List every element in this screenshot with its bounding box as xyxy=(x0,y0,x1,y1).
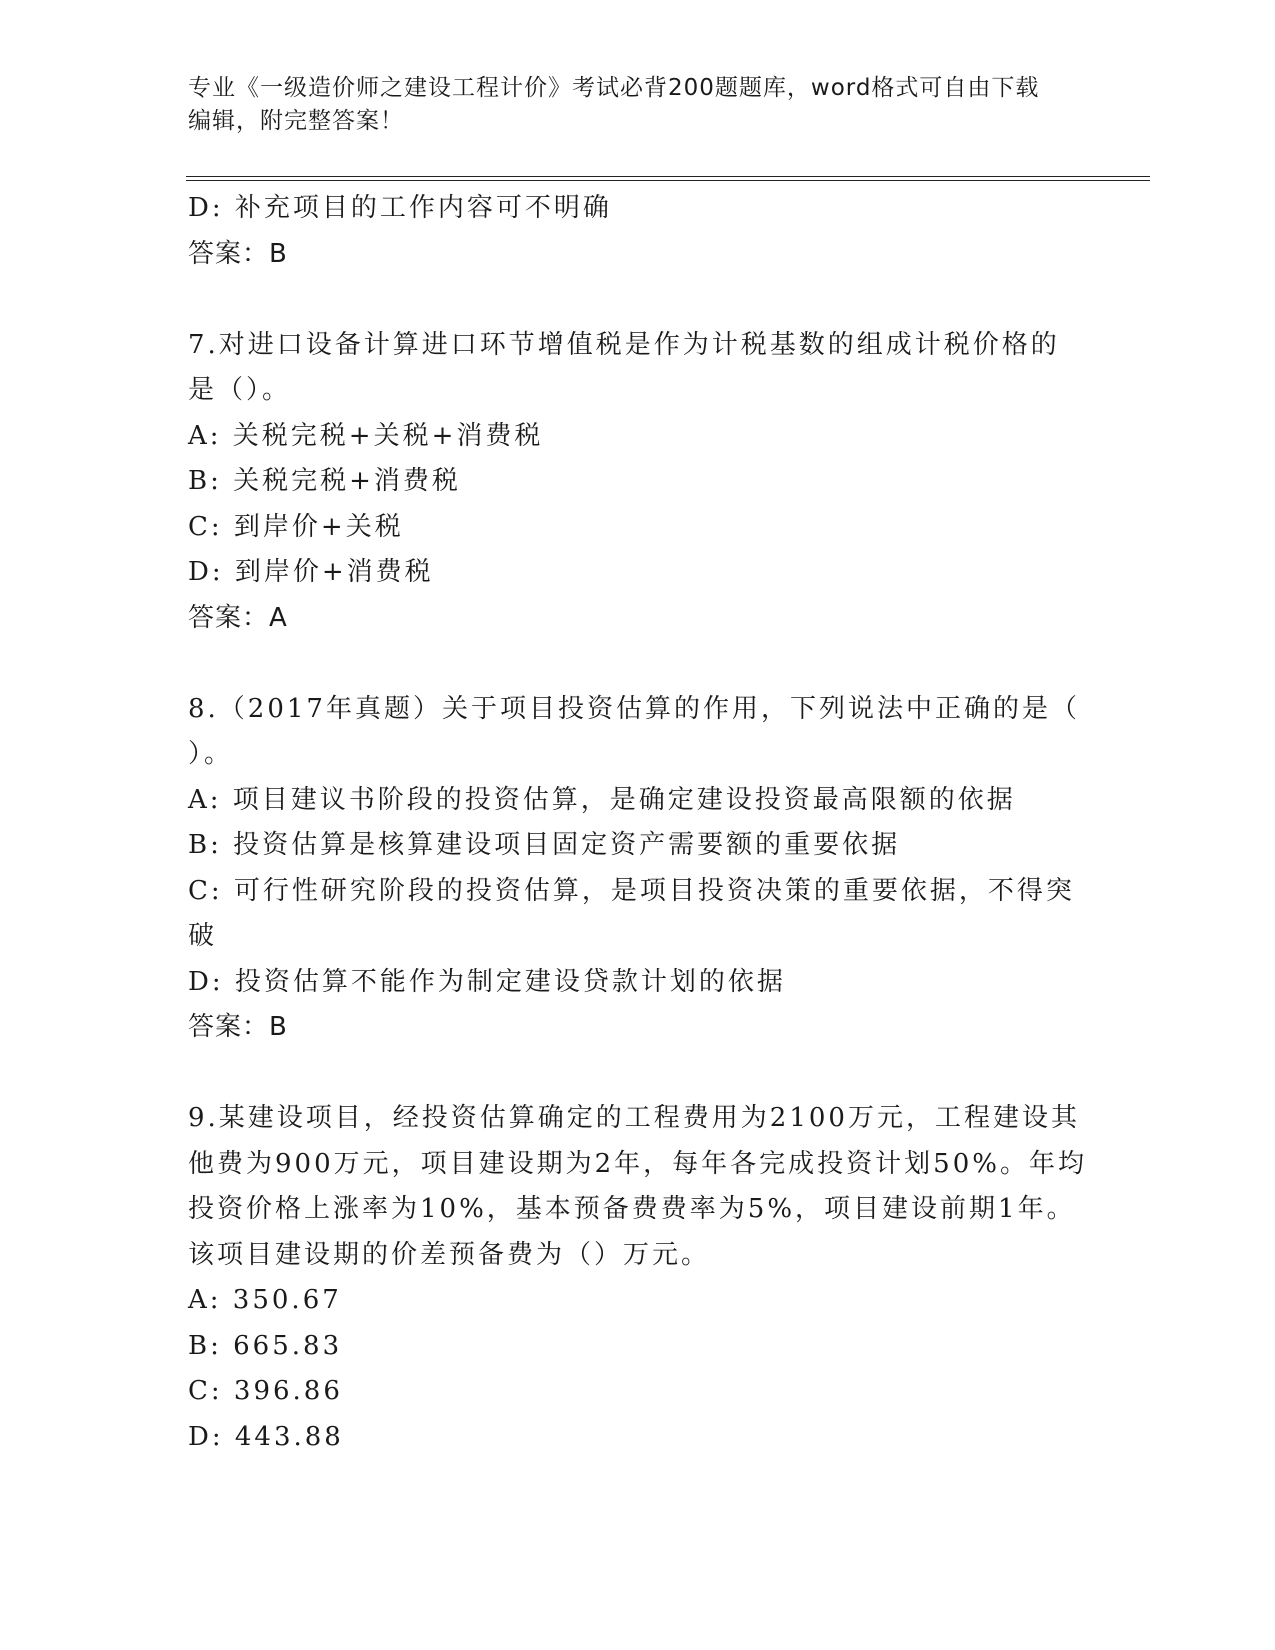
q7-answer: 答案：A xyxy=(188,602,288,633)
question-9 xyxy=(188,1096,1088,1460)
q7-stem-line-1: 7.对进口设备计算进口环节增值税是作为计税基数的组成计税价格的 xyxy=(188,329,1060,360)
question-6-tail xyxy=(188,186,1088,277)
q6-option-d: D: 补充项目的工作内容可不明确 xyxy=(188,193,612,223)
q9-stem-line-3: 投资价格上涨率为10%，基本预备费费率为5%，项目建设前期1年。 xyxy=(188,1194,1076,1224)
q8-stem-line-1: 8.（2017年真题）关于项目投资估算的作用，下列说法中正确的是（ xyxy=(188,693,1080,724)
document-body xyxy=(188,186,1088,1460)
spacer xyxy=(188,277,1088,323)
q9-stem-line-4: 该项目建设期的价差预备费为（）万元。 xyxy=(188,1239,711,1270)
q9-stem-line-2: 他费为900万元，项目建设期为2年，每年各完成投资计划50%。年均 xyxy=(188,1148,1087,1179)
q8-answer: 答案：B xyxy=(188,1012,288,1042)
q7-option-d: D: 到岸价+消费税 xyxy=(188,557,434,587)
q8-option-c-line-2: 破 xyxy=(188,921,218,951)
q8-option-d: D: 投资估算不能作为制定建设贷款计划的依据 xyxy=(188,966,786,997)
header-divider xyxy=(186,176,1150,181)
q8-option-c-line-1: C: 可行性研究阶段的投资估算，是项目投资决策的重要依据，不得突 xyxy=(188,875,1075,906)
question-8 xyxy=(188,687,1088,1051)
q9-option-c: C: 396.86 xyxy=(188,1376,343,1406)
question-7 xyxy=(188,323,1088,642)
header-title-line-1: 专业《一级造价师之建设工程计价》考试必背200题题库，word格式可自由下载 xyxy=(188,75,1040,101)
q7-option-a: A: 关税完税+关税+消费税 xyxy=(188,420,544,451)
spacer xyxy=(188,1051,1088,1097)
q9-option-a: A: 350.67 xyxy=(188,1285,342,1315)
q8-option-a: A: 项目建议书阶段的投资估算，是确定建设投资最高限额的依据 xyxy=(188,784,1016,815)
header-title-line-2: 编辑，附完整答案！ xyxy=(188,108,404,134)
page-header xyxy=(188,72,1068,138)
q7-option-c: C: 到岸价+关税 xyxy=(188,511,404,542)
q9-stem-line-1: 9.某建设项目，经投资估算确定的工程费用为2100万元，工程建设其 xyxy=(188,1103,1080,1133)
q9-option-d: D: 443.88 xyxy=(188,1421,344,1452)
q8-option-b: B: 投资估算是核算建设项目固定资产需要额的重要依据 xyxy=(188,830,901,860)
q9-option-b: B: 665.83 xyxy=(188,1330,343,1361)
q8-stem-line-2: ）。 xyxy=(188,739,234,769)
q6-answer: 答案：B xyxy=(188,238,288,269)
spacer xyxy=(188,641,1088,687)
q7-stem-line-2: 是（）。 xyxy=(188,375,292,405)
q7-option-b: B: 关税完税+消费税 xyxy=(188,466,461,496)
